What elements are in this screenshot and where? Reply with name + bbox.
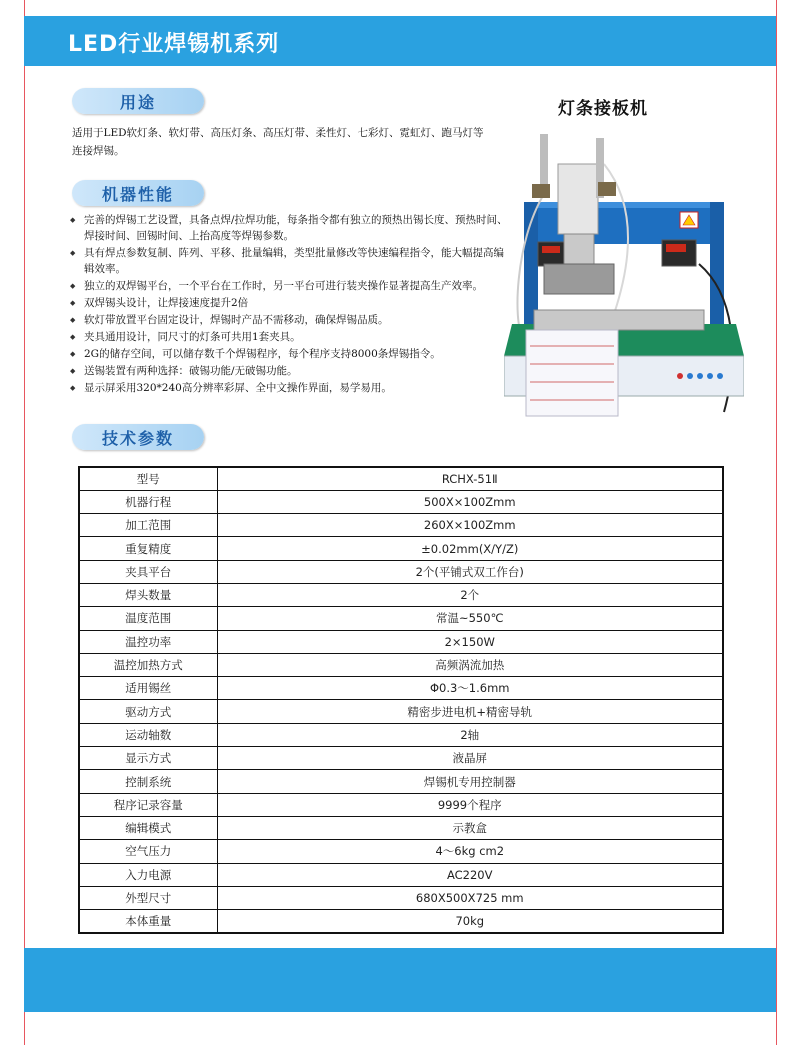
table-row — [79, 793, 723, 816]
spec-key: 型号 — [79, 467, 217, 490]
spec-key: 温度范围 — [79, 607, 217, 630]
table-row — [79, 677, 723, 700]
table-row — [79, 700, 723, 723]
table-row — [79, 537, 723, 560]
spec-key: 加工范围 — [79, 514, 217, 537]
list-item: ◆ 双焊锡头设计，让焊接速度提升2倍 — [70, 295, 510, 311]
table-row — [79, 583, 723, 606]
list-item: ◆ 夹具通用设计，同尺寸的灯条可共用1套夹具。 — [70, 329, 510, 345]
spec-key: 温控加热方式 — [79, 653, 217, 676]
spec-value: 9999个程序 — [217, 793, 723, 816]
table-row — [79, 607, 723, 630]
list-item: ◆ 软灯带放置平台固定设计，焊锡时产品不需移动，确保焊锡品质。 — [70, 312, 510, 328]
usage-heading: 用途 — [72, 88, 204, 114]
table-row — [79, 490, 723, 513]
spec-value: 焊锡机专用控制器 — [217, 770, 723, 793]
table-row — [79, 816, 723, 839]
list-item: ◆ 完善的焊锡工艺设置，具备点焊/拉焊功能，每条指令都有独立的预热出锡长度、预热时间、焊接时间、回锡时间、上抬高度等焊锡参数。 — [70, 212, 510, 244]
table-row — [79, 630, 723, 653]
spec-key: 外型尺寸 — [79, 886, 217, 909]
list-item: ◆ 显示屏采用320*240高分辨率彩屏、全中文操作界面，易学易用。 — [70, 380, 510, 396]
spec-value: 高频涡流加热 — [217, 653, 723, 676]
spec-key: 适用锡丝 — [79, 677, 217, 700]
spec-key: 本体重量 — [79, 910, 217, 933]
spec-value: 2个(平铺式双工作台) — [217, 560, 723, 583]
spec-value: 液晶屏 — [217, 747, 723, 770]
spec-value: Φ0.3～1.6mm — [217, 677, 723, 700]
spec-key: 运动轴数 — [79, 723, 217, 746]
spec-value: 70kg — [217, 910, 723, 933]
spec-key: 焊头数量 — [79, 583, 217, 606]
table-row — [79, 723, 723, 746]
footer-band — [24, 948, 776, 1012]
page-title: LED行业焊锡机系列 — [68, 32, 280, 57]
list-item: ◆ 2G的储存空间，可以储存数千个焊锡程序，每个程序支持8000条焊锡指令。 — [70, 346, 510, 362]
list-item: ◆ 具有焊点参数复制、阵列、平移、批量编辑，类型批量修改等快速编程指令，能大幅提高编辑效率。 — [70, 245, 510, 277]
table-row — [79, 514, 723, 537]
spec-key: 入力电源 — [79, 863, 217, 886]
list-item: ◆ 独立的双焊锡平台，一个平台在工作时，另一平台可进行装夹操作显著提高生产效率。 — [70, 278, 510, 294]
usage-text: 适用于LED软灯条、软灯带、高压灯条、高压灯带、柔性灯、七彩灯、霓虹灯、跑马灯等连接焊锡。 — [72, 127, 484, 157]
spec-key: 驱动方式 — [79, 700, 217, 723]
product-title: 灯条接板机 — [558, 99, 648, 119]
spec-value: 2轴 — [217, 723, 723, 746]
spec-key: 程序记录容量 — [79, 793, 217, 816]
left-border-line — [24, 0, 25, 1045]
spec-key: 编辑模式 — [79, 816, 217, 839]
spec-value: 2×150W — [217, 630, 723, 653]
feature-list — [70, 212, 510, 397]
spec-key: 温控功率 — [79, 630, 217, 653]
machine-illustration — [504, 124, 744, 424]
spec-key: 控制系统 — [79, 770, 217, 793]
table-row — [79, 560, 723, 583]
performance-heading: 机器性能 — [72, 180, 204, 206]
spec-value: 常温~550℃ — [217, 607, 723, 630]
spec-value: 4～6kg cm2 — [217, 840, 723, 863]
spec-value: 680X500X725 mm — [217, 886, 723, 909]
table-row — [79, 886, 723, 909]
spec-key: 显示方式 — [79, 747, 217, 770]
spec-value: 精密步进电机+精密导轨 — [217, 700, 723, 723]
table-row — [79, 467, 723, 490]
spec-value: 2个 — [217, 583, 723, 606]
table-row — [79, 653, 723, 676]
spec-value: 260X×100Zmm — [217, 514, 723, 537]
table-row — [79, 747, 723, 770]
spec-key: 夹具平台 — [79, 560, 217, 583]
table-row — [79, 910, 723, 933]
spec-key: 重复精度 — [79, 537, 217, 560]
table-row — [79, 840, 723, 863]
spec-value: 示教盒 — [217, 816, 723, 839]
specs-table — [78, 466, 724, 934]
spec-value: ±0.02mm(X/Y/Z) — [217, 537, 723, 560]
list-item: ◆ 送锡装置有两种选择：破锡功能/无破锡功能。 — [70, 363, 510, 379]
spec-key: 机器行程 — [79, 490, 217, 513]
right-border-line — [776, 0, 777, 1045]
spec-value: AC220V — [217, 863, 723, 886]
specs-heading: 技术参数 — [72, 424, 204, 450]
table-row — [79, 770, 723, 793]
spec-value: RCHX-51Ⅱ — [217, 467, 723, 490]
table-row — [79, 863, 723, 886]
spec-key: 空气压力 — [79, 840, 217, 863]
spec-value: 500X×100Zmm — [217, 490, 723, 513]
